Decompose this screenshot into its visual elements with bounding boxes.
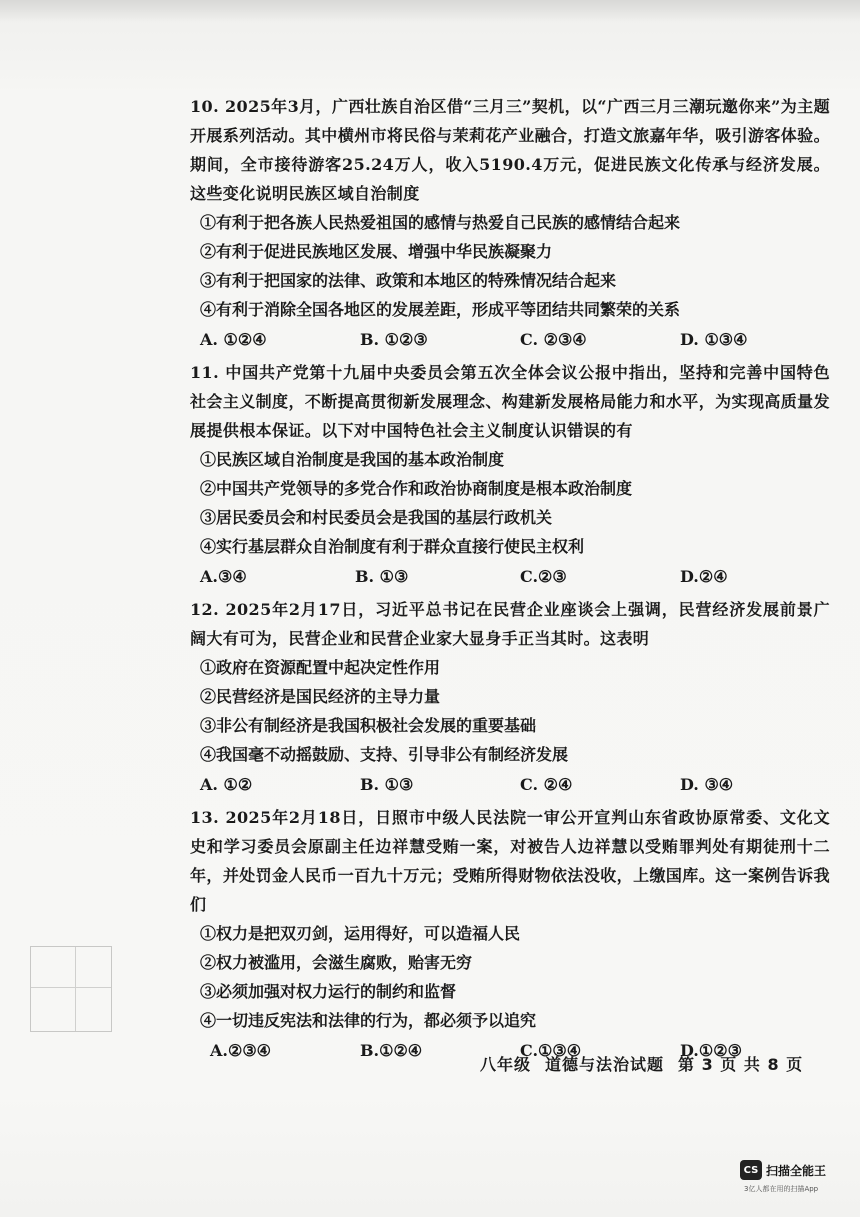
statement-option: ①民族区域自治制度是我国的基本政治制度 (200, 450, 505, 469)
answer-choices (190, 769, 830, 801)
statement-option: ④有利于消除全国各地区的发展差距，形成平等团结共同繁荣的关系 (200, 300, 681, 319)
question-stem: 13. 2025年2月18日，日照市中级人民法院一审公开宣判山东省政协原常委、文化文史和学习委员会原副主任边祥慧受贿一案，对被告人边祥慧以受贿罪判处有期徒刑十二年，并处罚金人民币一百九十万元；受贿所得财物依法没收，上缴国库。这一案例告诉我们 (190, 808, 830, 914)
answer-choice-b[interactable]: B. ①②③ (360, 330, 428, 349)
statement-option: ④我国毫不动摇鼓励、支持、引导非公有制经济发展 (200, 745, 569, 764)
answer-choice-a[interactable]: A. ①② (200, 775, 253, 794)
answer-choice-a[interactable]: A.②③④ (210, 1041, 272, 1060)
answer-choice-b[interactable]: B.①②④ (360, 1041, 423, 1060)
scanner-tagline: 3亿人都在用的扫描App (744, 1185, 819, 1193)
answer-choice-d[interactable]: D. ③④ (680, 775, 734, 794)
answer-choice-c[interactable]: C. ②④ (520, 775, 573, 794)
statement-option: ①有利于把各族人民热爱祖国的感情与热爱自己民族的感情结合起来 (200, 213, 681, 232)
question-stem: 12. 2025年2月17日，习近平总书记在民营企业座谈会上强调，民营经济发展前景广阔大有可为，民营企业和民营企业家大显身手正当其时。这表明 (190, 600, 830, 648)
footer-page-number: 第 3 页 共 8 页 (678, 1055, 804, 1074)
score-box (30, 946, 112, 1032)
answer-choice-d[interactable]: D.①②③ (680, 1041, 742, 1060)
footer-grade: 八年级 (480, 1055, 532, 1074)
answer-choice-b[interactable]: B. ①③ (355, 567, 409, 586)
answer-choice-d[interactable]: D. ①③④ (680, 330, 748, 349)
answer-choice-c[interactable]: C.①③④ (520, 1041, 582, 1060)
footer-subject: 道德与法治试题 (545, 1055, 665, 1074)
statement-option: ②中国共产党领导的多党合作和政治协商制度是根本政治制度 (200, 479, 633, 498)
question-11 (190, 358, 830, 593)
camscanner-icon: CS (740, 1160, 762, 1180)
statement-option: ④实行基层群众自治制度有利于群众直接行使民主权利 (200, 537, 585, 556)
page-footer (480, 1052, 817, 1075)
answer-choice-c[interactable]: C.②③ (520, 567, 567, 586)
question-stem: 10. 2025年3月，广西壮族自治区借“三月三”契机，以“广西三月三潮玩邀你来”为主题开展系列活动。其中横州市将民俗与茉莉花产业融合，打造文旅嘉年华，吸引游客体验。期间，全市接待游客25.24万人，收入5190.4万元，促进民族文化传承与经济发展。这些变化说明民族区域自治制度 (190, 97, 830, 203)
answer-choice-b[interactable]: B. ①③ (360, 775, 414, 794)
statement-option: ③居民委员会和村民委员会是我国的基层行政机关 (200, 508, 553, 527)
statement-option: ①政府在资源配置中起决定性作用 (200, 658, 441, 677)
answer-choice-a[interactable]: A. ①②④ (200, 330, 267, 349)
answer-choice-d[interactable]: D.②④ (680, 567, 728, 586)
answer-choice-a[interactable]: A.③④ (200, 567, 247, 586)
statement-option: ②有利于促进民族地区发展、增强中华民族凝聚力 (200, 242, 553, 261)
answer-choices (190, 324, 830, 356)
question-stem: 11. 中国共产党第十九届中央委员会第五次全体会议公报中指出，坚持和完善中国特色社会主义制度，不断提高贯彻新发展理念、构建新发展格局能力和水平，为实现高质量发展提供根本保证。以下对中国特色社会主义制度认识错误的有 (190, 363, 830, 440)
scanner-watermark (740, 1160, 826, 1180)
scanner-app-name: 扫描全能王 (766, 1163, 827, 1178)
question-list (190, 92, 830, 1069)
question-13 (190, 803, 830, 1067)
statement-option: ③必须加强对权力运行的制约和监督 (200, 982, 457, 1001)
statement-option: ②民营经济是国民经济的主导力量 (200, 687, 441, 706)
question-10 (190, 92, 830, 356)
scan-shadow (0, 0, 860, 22)
question-12 (190, 595, 830, 801)
statement-option: ③非公有制经济是我国积极社会发展的重要基础 (200, 716, 537, 735)
answer-choice-c[interactable]: C. ②③④ (520, 330, 587, 349)
answer-choices (190, 561, 830, 593)
statement-option: ①权力是把双刃剑，运用得好，可以造福人民 (200, 924, 521, 943)
statement-option: ④一切违反宪法和法律的行为，都必须予以追究 (200, 1011, 537, 1030)
statement-option: ②权力被滥用，会滋生腐败，贻害无穷 (200, 953, 473, 972)
statement-option: ③有利于把国家的法律、政策和本地区的特殊情况结合起来 (200, 271, 617, 290)
